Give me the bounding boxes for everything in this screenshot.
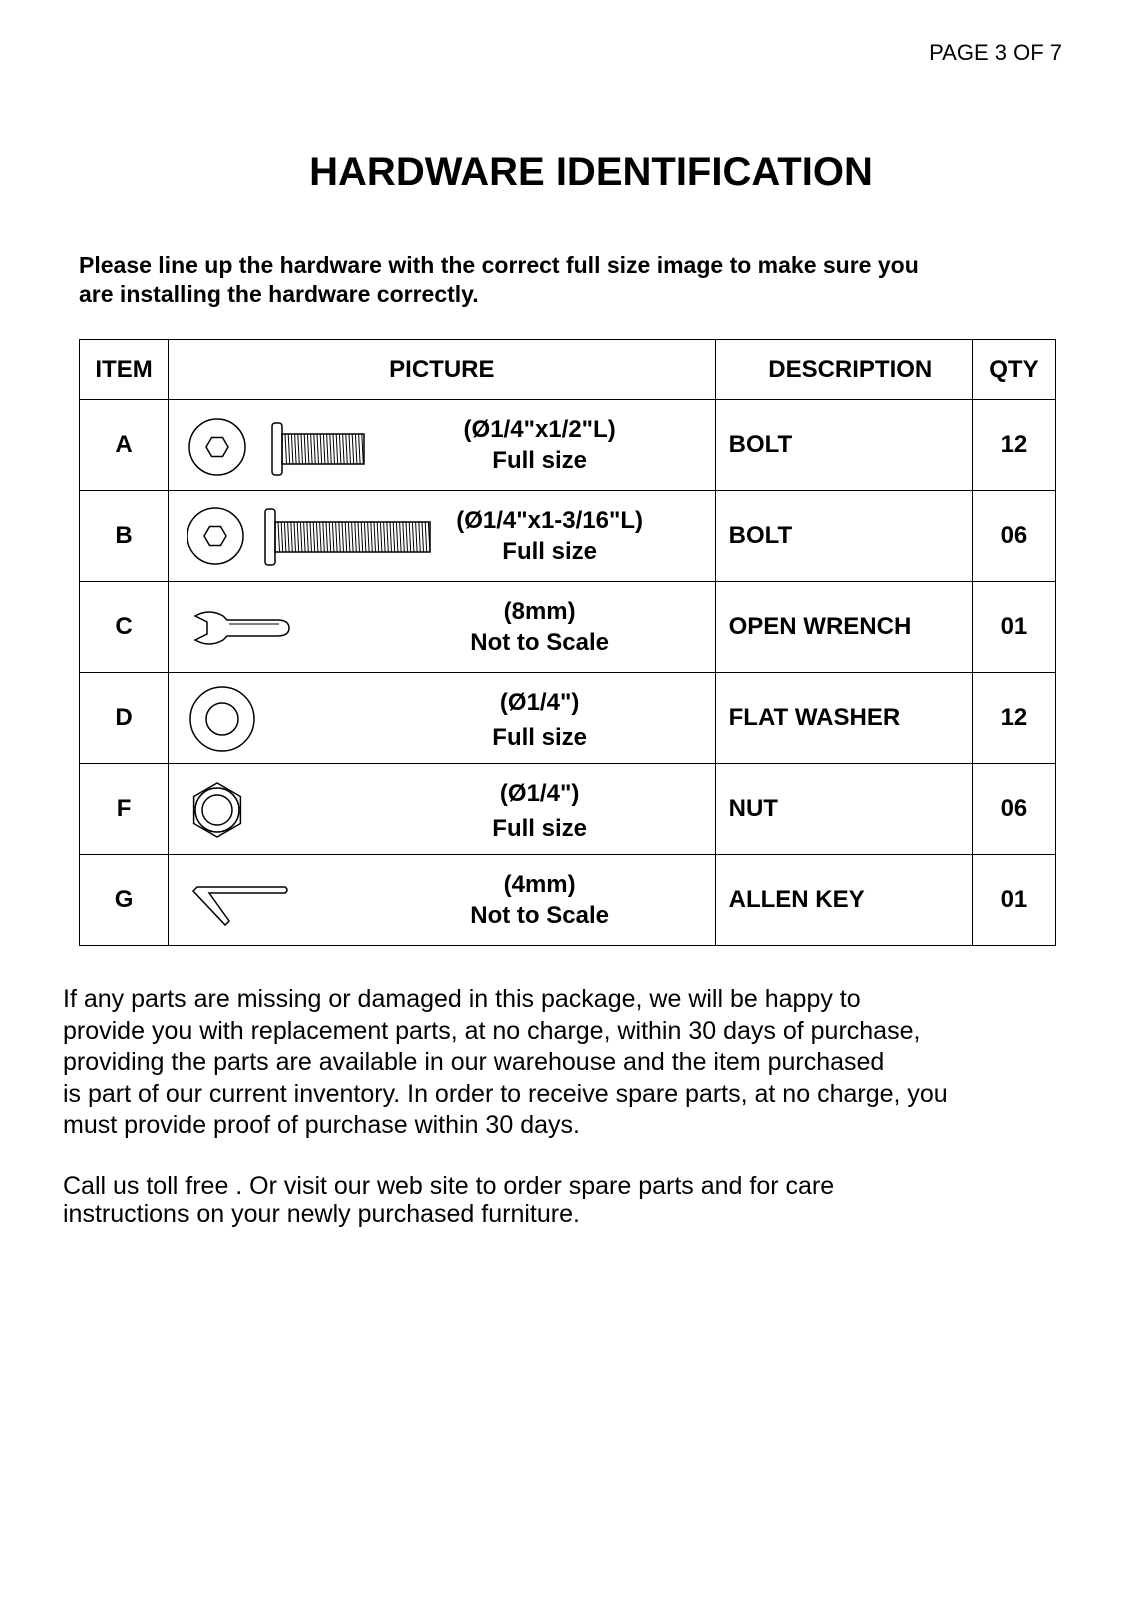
table-row xyxy=(80,673,1056,764)
part-scale: Not to Scale xyxy=(470,629,609,656)
page-number: PAGE 3 OF 7 xyxy=(929,40,1062,65)
header-item: ITEM xyxy=(80,340,169,400)
picture-cell xyxy=(169,673,716,764)
part-description: BOLT xyxy=(715,491,972,582)
note-line: providing the parts are available in our warehouse and the item purchased xyxy=(63,1048,885,1076)
part-description: ALLEN KEY xyxy=(715,855,972,946)
table-header-row xyxy=(80,340,1056,400)
note-line: If any parts are missing or damaged in this package, we will be happy to xyxy=(63,985,861,1013)
part-spec xyxy=(420,776,660,846)
picture-cell xyxy=(169,764,716,855)
part-spec xyxy=(420,685,660,755)
part-quantity: 12 xyxy=(972,400,1055,491)
contact-note xyxy=(63,1172,1083,1228)
part-scale: Full size xyxy=(502,538,597,565)
part-spec xyxy=(410,505,690,567)
item-letter: F xyxy=(80,764,169,855)
table-row xyxy=(80,764,1056,855)
header-qty: QTY xyxy=(972,340,1055,400)
part-description: OPEN WRENCH xyxy=(715,582,972,673)
intro-line: are installing the hardware correctly. xyxy=(79,281,479,307)
part-spec xyxy=(420,414,660,476)
intro-line: Please line up the hardware with the correct full size image to make sure you xyxy=(79,252,919,278)
replacement-parts-note xyxy=(63,984,1083,1142)
picture-cell xyxy=(169,400,716,491)
picture-cell xyxy=(169,855,716,946)
table-row xyxy=(80,491,1056,582)
item-letter: C xyxy=(80,582,169,673)
intro-text xyxy=(79,251,1069,309)
page-title: HARDWARE IDENTIFICATION xyxy=(309,150,873,194)
part-description: BOLT xyxy=(715,400,972,491)
part-quantity: 12 xyxy=(972,673,1055,764)
part-description: FLAT WASHER xyxy=(715,673,972,764)
part-spec xyxy=(420,869,660,931)
part-spec xyxy=(420,596,660,658)
table-row xyxy=(80,582,1056,673)
picture-cell xyxy=(169,491,716,582)
header-picture: PICTURE xyxy=(169,340,716,400)
item-letter: D xyxy=(80,673,169,764)
table-row xyxy=(80,400,1056,491)
item-letter: G xyxy=(80,855,169,946)
part-size: (4mm) xyxy=(503,871,576,898)
part-quantity: 01 xyxy=(972,855,1055,946)
note-line: must provide proof of purchase within 30 days. xyxy=(63,1111,580,1139)
part-scale: Full size xyxy=(492,447,587,474)
item-letter: B xyxy=(80,491,169,582)
part-quantity: 01 xyxy=(972,582,1055,673)
part-quantity: 06 xyxy=(972,764,1055,855)
picture-cell xyxy=(169,582,716,673)
note-line: instructions on your newly purchased furniture. xyxy=(63,1200,580,1228)
part-size: (Ø1/4"x1/2"L) xyxy=(463,416,616,443)
note-line: Call us toll free . Or visit our web site to order spare parts and for care xyxy=(63,1172,835,1200)
table-row xyxy=(80,855,1056,946)
item-letter: A xyxy=(80,400,169,491)
part-size: (Ø1/4") xyxy=(499,689,580,716)
note-line: is part of our current inventory. In order to receive spare parts, at no charge, you xyxy=(63,1079,948,1108)
part-scale: Full size xyxy=(492,724,587,751)
part-quantity: 06 xyxy=(972,491,1055,582)
note-line: provide you with replacement parts, at no charge, within 30 days of purchase, xyxy=(63,1016,921,1045)
hardware-table xyxy=(79,339,1056,946)
part-size: (8mm) xyxy=(503,598,576,625)
part-scale: Not to Scale xyxy=(470,902,609,929)
header-description: DESCRIPTION xyxy=(715,340,972,400)
part-scale: Full size xyxy=(492,815,587,842)
part-description: NUT xyxy=(715,764,972,855)
part-size: (Ø1/4"x1-3/16"L) xyxy=(456,507,644,534)
part-size: (Ø1/4") xyxy=(499,780,580,807)
